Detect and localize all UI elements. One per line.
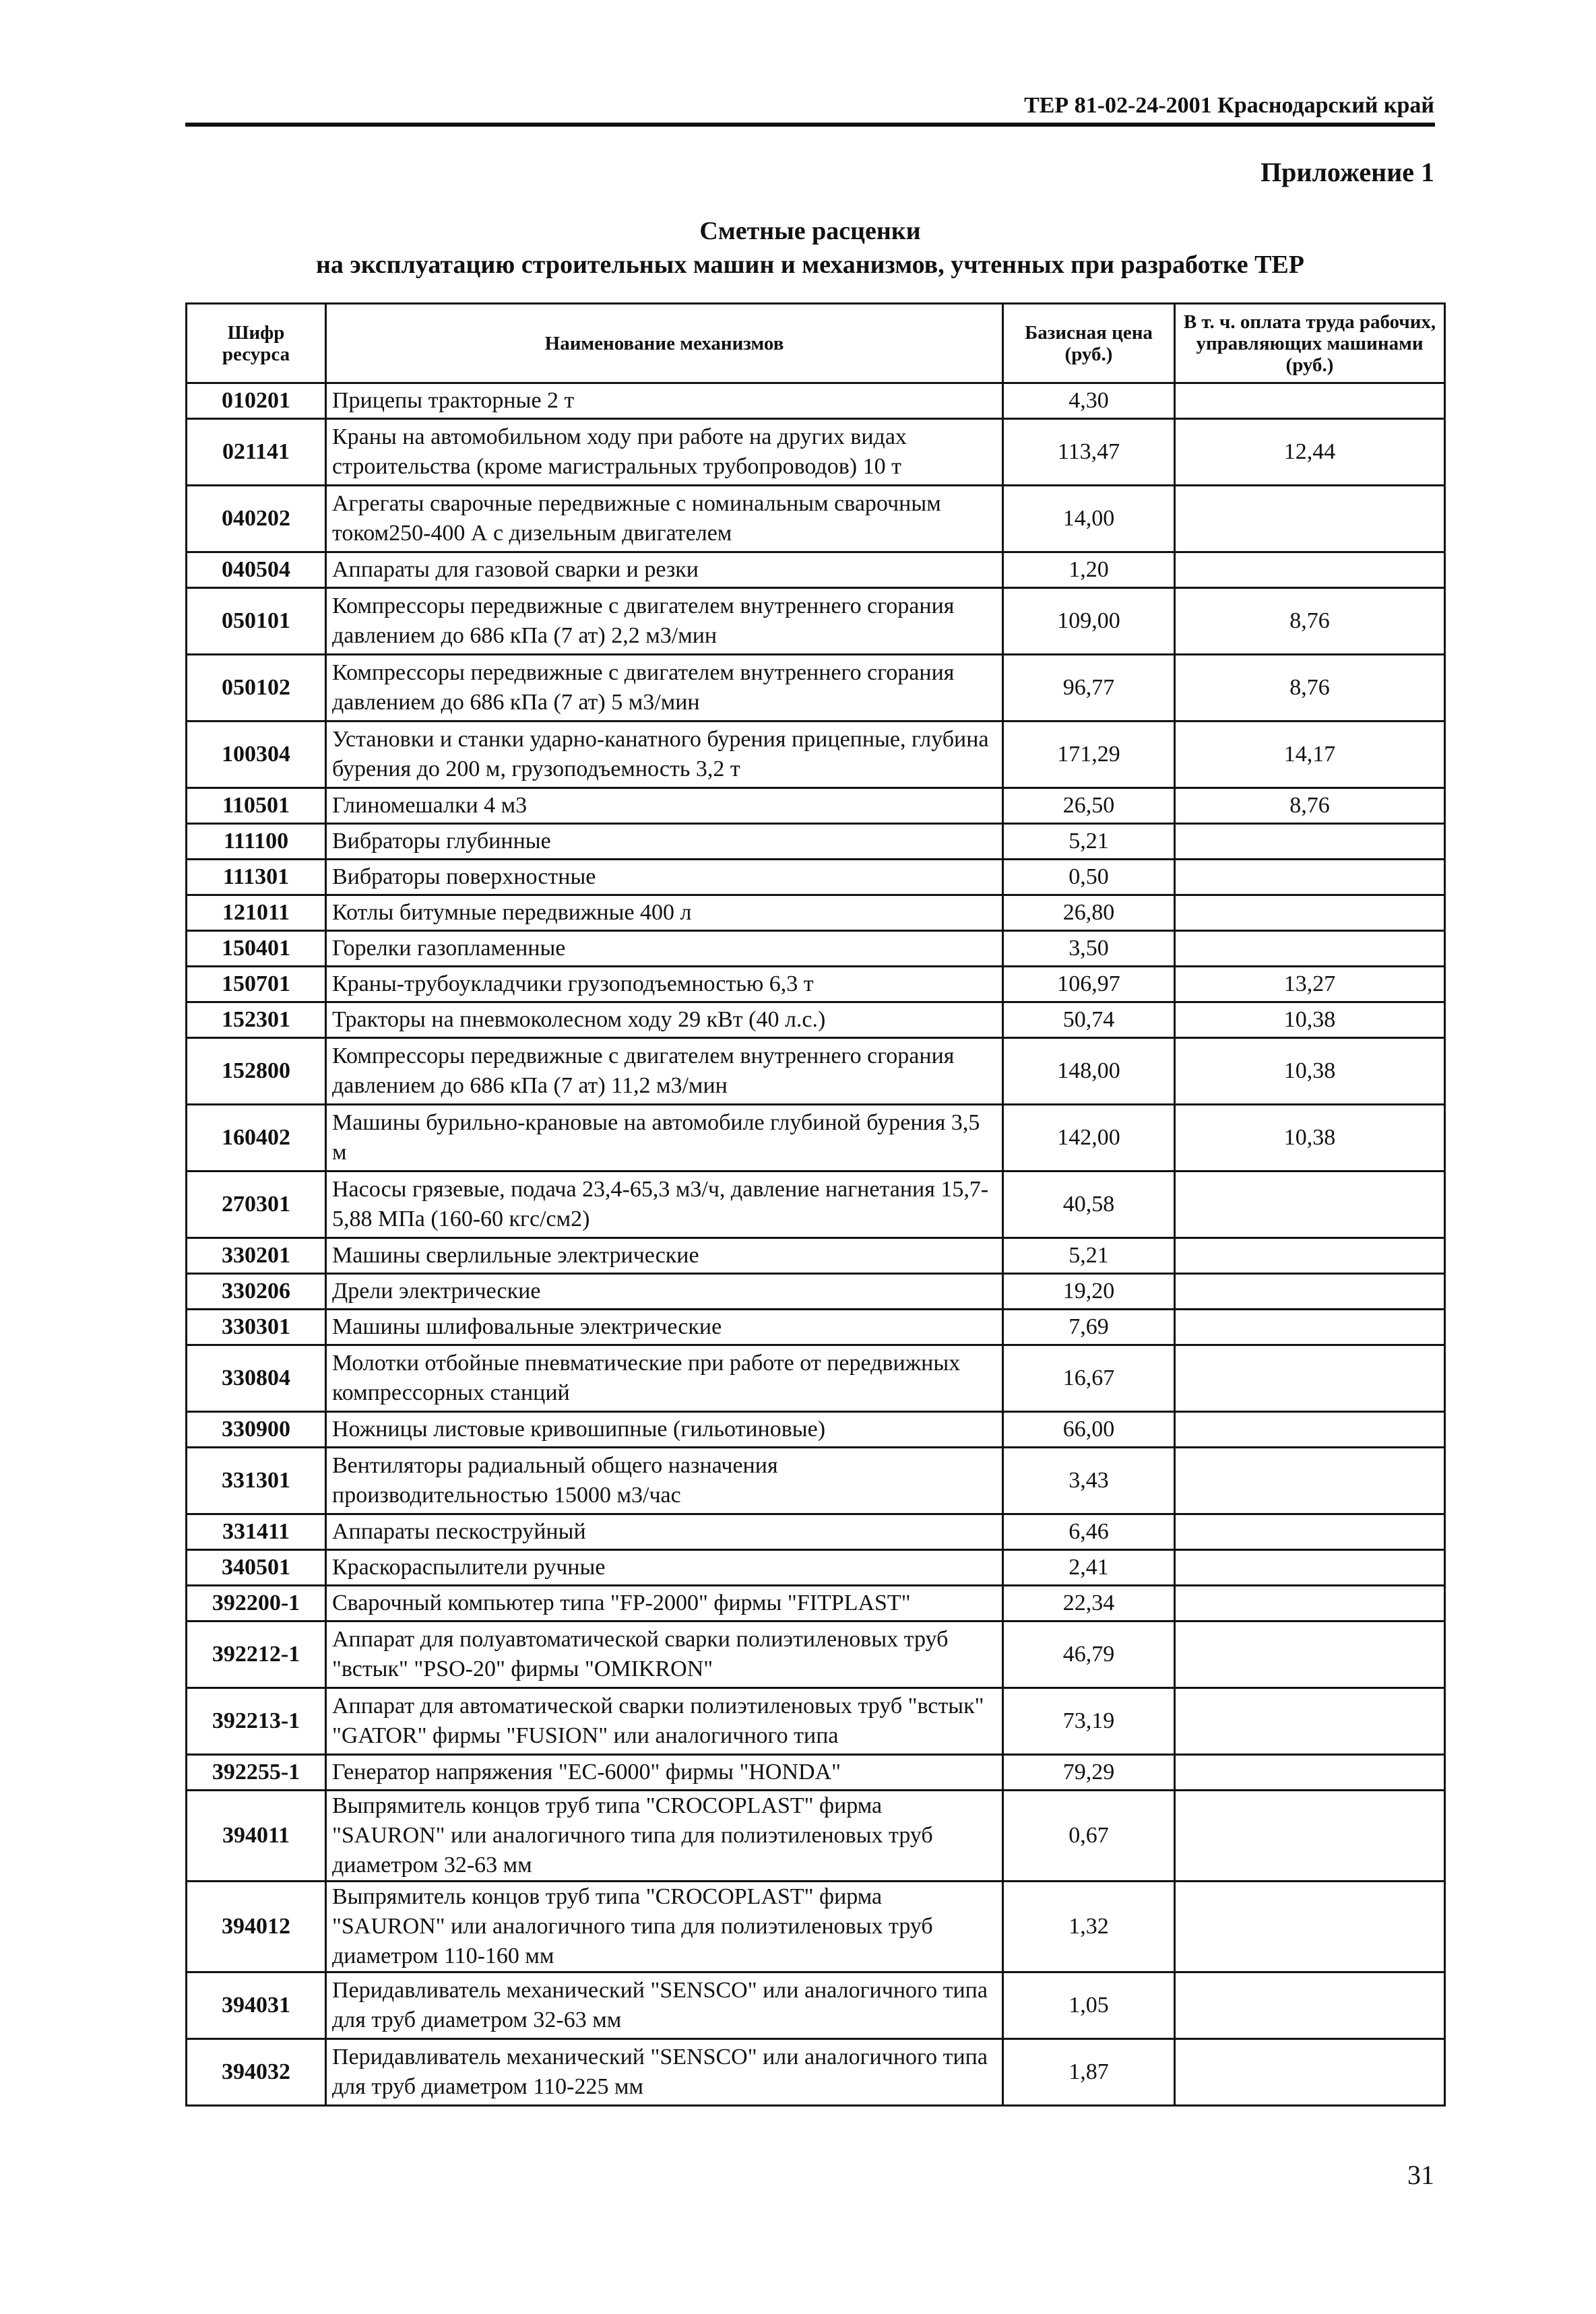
cell-price: 14,00 [1003,486,1175,552]
cell-price: 46,79 [1003,1621,1175,1688]
cell-labor [1175,1238,1445,1274]
cell-code: 152301 [187,1002,326,1038]
cell-code: 150401 [187,931,326,967]
cell-price: 26,50 [1003,788,1175,824]
header-labor: В т. ч. оплата труда рабочих, управляющих машинами (руб.) [1175,304,1445,383]
cell-labor [1175,1882,1445,1972]
cell-price: 96,77 [1003,655,1175,721]
cell-name: Котлы битумные передвижные 400 л [326,895,1003,931]
cell-name: Краскораспылители ручные [326,1550,1003,1586]
page-title [185,214,1435,282]
cell-labor: 12,44 [1175,419,1445,486]
cell-name: Установки и станки ударно-канатного бурения прицепные, глубина бурения до 200 м, грузоподъемность 3,2 т [326,721,1003,788]
cell-price: 50,74 [1003,1002,1175,1038]
table-row [187,895,1445,931]
cell-labor [1175,1448,1445,1514]
cell-name: Выпрямитель концов труб типа "CROCOPLAST" фирма "SAURON" или аналогичного типа для полиэтиленовых труб диаметром 110-160 мм [326,1882,1003,1972]
rates-table [185,302,1446,2107]
cell-code: 040202 [187,486,326,552]
header-rule [185,123,1435,127]
table-row [187,486,1445,552]
cell-price: 113,47 [1003,419,1175,486]
cell-name: Машины сверлильные электрические [326,1238,1003,1274]
cell-name: Генератор напряжения "EC-6000" фирмы "HONDA" [326,1755,1003,1791]
cell-name: Глиномешалки 4 м3 [326,788,1003,824]
cell-name: Тракторы на пневмоколесном ходу 29 кВт (40 л.с.) [326,1002,1003,1038]
table-row [187,1882,1445,1972]
cell-name: Компрессоры передвижные с двигателем внутреннего сгорания давлением до 686 кПа (7 ат) 11,2 м3/мин [326,1038,1003,1105]
table-row [187,1688,1445,1755]
table-row [187,1550,1445,1586]
header-code: Шифр ресурса [187,304,326,383]
cell-price: 106,97 [1003,967,1175,1002]
table-row [187,1002,1445,1038]
table-row [187,1412,1445,1448]
cell-price: 26,80 [1003,895,1175,931]
cell-labor [1175,1586,1445,1621]
cell-code: 394032 [187,2039,326,2106]
cell-name: Выпрямитель концов труб типа "CROCOPLAST" фирма "SAURON" или аналогичного типа для полиэтиленовых труб диаметром 32-63 мм [326,1791,1003,1882]
cell-price: 142,00 [1003,1105,1175,1171]
cell-name: Прицепы тракторные 2 т [326,383,1003,419]
cell-price: 1,20 [1003,552,1175,588]
cell-code: 050102 [187,655,326,721]
cell-name: Аппараты пескоструйный [326,1514,1003,1550]
cell-code: 330206 [187,1274,326,1310]
cell-price: 148,00 [1003,1038,1175,1105]
table-row [187,1514,1445,1550]
cell-labor [1175,1972,1445,2039]
cell-labor [1175,1171,1445,1238]
title-line-2: на эксплуатацию строительных машин и механизмов, учтенных при разработке ТЕР [316,251,1304,279]
cell-labor: 10,38 [1175,1002,1445,1038]
cell-code: 330301 [187,1310,326,1345]
table-row [187,1238,1445,1274]
cell-code: 152800 [187,1038,326,1105]
cell-code: 040504 [187,552,326,588]
cell-price: 7,69 [1003,1310,1175,1345]
cell-labor [1175,1621,1445,1688]
cell-code: 392200-1 [187,1586,326,1621]
cell-labor [1175,1412,1445,1448]
cell-price: 6,46 [1003,1514,1175,1550]
cell-name: Краны на автомобильном ходу при работе на других видах строительства (кроме магистральных трубопроводов) 10 т [326,419,1003,486]
cell-price: 1,87 [1003,2039,1175,2106]
table-row [187,1972,1445,2039]
cell-price: 3,43 [1003,1448,1175,1514]
cell-labor [1175,486,1445,552]
table-row [187,1791,1445,1882]
cell-code: 340501 [187,1550,326,1586]
table-row [187,860,1445,895]
cell-price: 3,50 [1003,931,1175,967]
table-row [187,721,1445,788]
cell-code: 330201 [187,1238,326,1274]
cell-price: 66,00 [1003,1412,1175,1448]
cell-name: Компрессоры передвижные с двигателем внутреннего сгорания давлением до 686 кПа (7 ат) 2,2 м3/мин [326,588,1003,655]
cell-labor [1175,2039,1445,2106]
cell-code: 110501 [187,788,326,824]
cell-price: 79,29 [1003,1755,1175,1791]
cell-code: 331301 [187,1448,326,1514]
cell-labor [1175,895,1445,931]
cell-price: 5,21 [1003,1238,1175,1274]
cell-name: Горелки газопламенные [326,931,1003,967]
cell-name: Перидавливатель механический "SENSCO" или аналогичного типа для труб диаметром 32-63 мм [326,1972,1003,2039]
cell-name: Машины шлифовальные электрические [326,1310,1003,1345]
table-body [187,383,1445,2106]
cell-code: 121011 [187,895,326,931]
table-row [187,588,1445,655]
table-row [187,1105,1445,1171]
cell-name: Сварочный компьютер типа "FP-2000" фирмы "FITPLAST" [326,1586,1003,1621]
appendix-label: Приложение 1 [1260,157,1434,187]
cell-code: 392255-1 [187,1755,326,1791]
cell-name: Вибраторы поверхностные [326,860,1003,895]
cell-name: Вибраторы глубинные [326,824,1003,860]
cell-labor: 10,38 [1175,1105,1445,1171]
cell-labor: 14,17 [1175,721,1445,788]
cell-labor: 8,76 [1175,655,1445,721]
cell-price: 73,19 [1003,1688,1175,1755]
cell-code: 394012 [187,1882,326,1972]
table-header-row [187,304,1445,383]
table-row [187,1621,1445,1688]
cell-labor [1175,383,1445,419]
cell-labor [1175,1310,1445,1345]
cell-code: 270301 [187,1171,326,1238]
cell-code: 330804 [187,1345,326,1412]
cell-labor [1175,860,1445,895]
cell-name: Дрели электрические [326,1274,1003,1310]
cell-labor: 8,76 [1175,588,1445,655]
cell-name: Аппарат для автоматической сварки полиэтиленовых труб "встык" "GATOR" фирмы "FUSION" или аналогичного типа [326,1688,1003,1755]
header-price: Базисная цена (руб.) [1003,304,1175,383]
cell-name: Машины бурильно-крановые на автомобиле глубиной бурения 3,5 м [326,1105,1003,1171]
cell-code: 010201 [187,383,326,419]
title-line-1: Сметные расценки [699,217,921,245]
cell-code: 394031 [187,1972,326,2039]
cell-price: 109,00 [1003,588,1175,655]
cell-code: 394011 [187,1791,326,1882]
cell-labor [1175,824,1445,860]
page-number: 31 [1407,2160,1434,2190]
cell-labor [1175,1688,1445,1755]
document-code: ТЕР 81-02-24-2001 Краснодарский край [1024,93,1434,118]
cell-labor [1175,1791,1445,1882]
cell-code: 100304 [187,721,326,788]
cell-labor [1175,1274,1445,1310]
cell-name: Молотки отбойные пневматические при работе от передвижных компрессорных станций [326,1345,1003,1412]
table-row [187,788,1445,824]
cell-labor [1175,1550,1445,1586]
cell-name: Перидавливатель механический "SENSCO" или аналогичного типа для труб диаметром 110-225 мм [326,2039,1003,2106]
cell-labor [1175,1345,1445,1412]
cell-price: 16,67 [1003,1345,1175,1412]
cell-code: 392213-1 [187,1688,326,1755]
table-row [187,1755,1445,1791]
table-row [187,2039,1445,2106]
header-name: Наименование механизмов [326,304,1003,383]
cell-labor: 13,27 [1175,967,1445,1002]
table-row [187,1586,1445,1621]
cell-name: Насосы грязевые, подача 23,4-65,3 м3/ч, давление нагнетания 15,7-5,88 МПа (160-60 кгс/см2) [326,1171,1003,1238]
cell-price: 1,05 [1003,1972,1175,2039]
table-row [187,1448,1445,1514]
cell-name: Краны-трубоукладчики грузоподъемностью 6,3 т [326,967,1003,1002]
cell-price: 22,34 [1003,1586,1175,1621]
cell-name: Агрегаты сварочные передвижные с номинальным сварочным током250-400 А с дизельным двигателем [326,486,1003,552]
cell-code: 111301 [187,860,326,895]
cell-labor: 10,38 [1175,1038,1445,1105]
cell-code: 111100 [187,824,326,860]
table-row [187,824,1445,860]
cell-code: 160402 [187,1105,326,1171]
table-row [187,1310,1445,1345]
table-row [187,552,1445,588]
table-row [187,967,1445,1002]
cell-labor [1175,552,1445,588]
table-row [187,383,1445,419]
cell-labor: 8,76 [1175,788,1445,824]
cell-name: Вентиляторы радиальный общего назначения производительностью 15000 м3/час [326,1448,1003,1514]
cell-price: 5,21 [1003,824,1175,860]
cell-labor [1175,1514,1445,1550]
cell-code: 331411 [187,1514,326,1550]
cell-code: 021141 [187,419,326,486]
cell-labor [1175,931,1445,967]
cell-code: 392212-1 [187,1621,326,1688]
cell-code: 050101 [187,588,326,655]
table-row [187,1345,1445,1412]
cell-price: 0,50 [1003,860,1175,895]
cell-name: Компрессоры передвижные с двигателем внутреннего сгорания давлением до 686 кПа (7 ат) 5 м3/мин [326,655,1003,721]
cell-name: Ножницы листовые кривошипные (гильотиновые) [326,1412,1003,1448]
cell-price: 19,20 [1003,1274,1175,1310]
cell-price: 40,58 [1003,1171,1175,1238]
cell-code: 150701 [187,967,326,1002]
cell-price: 2,41 [1003,1550,1175,1586]
table-row [187,1171,1445,1238]
cell-code: 330900 [187,1412,326,1448]
table-row [187,419,1445,486]
table-row [187,931,1445,967]
table-row [187,655,1445,721]
table-row [187,1274,1445,1310]
cell-price: 4,30 [1003,383,1175,419]
cell-price: 171,29 [1003,721,1175,788]
cell-price: 0,67 [1003,1791,1175,1882]
cell-name: Аппарат для полуавтоматической сварки полиэтиленовых труб "встык" "PSO-20" фирмы "OMIKRON" [326,1621,1003,1688]
cell-labor [1175,1755,1445,1791]
table-row [187,1038,1445,1105]
cell-name: Аппараты для газовой сварки и резки [326,552,1003,588]
cell-price: 1,32 [1003,1882,1175,1972]
